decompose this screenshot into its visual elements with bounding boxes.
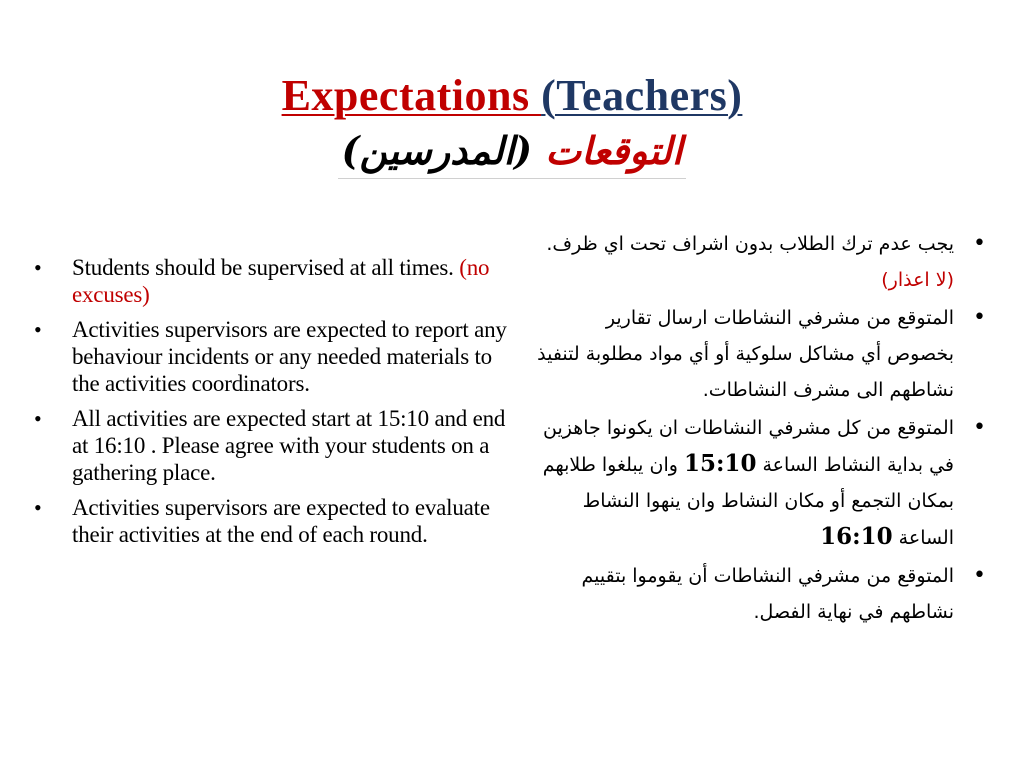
bullet-icon: • [34, 406, 42, 431]
english-column [32, 254, 520, 556]
title-expectations: Expectations [281, 71, 542, 120]
bullet-text: المتوقع من مشرفي النشاطات أن يقوموا بتقييم نشاطهم في نهاية الفصل. [581, 565, 954, 623]
english-bullet-supervision [32, 254, 520, 308]
end-time: 16:10 [820, 523, 893, 550]
arabic-bullet-evaluation [534, 558, 994, 630]
bullet-icon: • [973, 415, 986, 440]
english-bullet-timing [32, 405, 520, 486]
bullet-text: يجب عدم ترك الطلاب بدون اشراف تحت اي ظرف. [546, 233, 954, 255]
bullet-icon: • [34, 255, 42, 280]
title-block [0, 70, 1024, 179]
bullet-text: المتوقع من مشرفي النشاطات ارسال تقارير بخصوص أي مشاكل سلوكية أو أي مواد مطلوبة لتنفيذ نشاطهم الى مشرف النشاطات. [537, 307, 954, 401]
title-arabic-teachers: (المدرسين) [341, 128, 546, 173]
bullet-text: Activities supervisors are expected to evaluate their activities at the end of each round. [72, 495, 490, 547]
title-teachers: (Teachers) [541, 71, 743, 120]
arabic-bullet-list [534, 226, 994, 630]
bullet-text: Activities supervisors are expected to report any behaviour incidents or any needed materials to the activities coordinators. [72, 317, 507, 396]
arabic-bullet-timing [534, 410, 994, 556]
bullet-icon: • [973, 563, 986, 588]
bullet-text: All activities are expected start at 15:10 and end at 16:10 . Please agree with your students on a gathering place. [72, 406, 506, 485]
bullet-icon: • [34, 317, 42, 342]
bullet-highlight: (لا اعذار) [881, 269, 954, 291]
bullet-text-continued: وان يبلغوا طلابهم بمكان التجمع أو مكان النشاط وان ينهوا النشاط الساعة [542, 454, 954, 549]
bullet-icon: • [34, 495, 42, 520]
arabic-column [534, 226, 994, 632]
title-english [0, 70, 1024, 122]
english-bullet-reporting [32, 316, 520, 397]
bullet-text: المتوقع من كل مشرفي النشاطات ان يكونوا جاهزين في بداية النشاط الساعة [542, 417, 954, 476]
english-bullet-list [32, 254, 520, 548]
bullet-icon: • [973, 305, 986, 330]
bullet-text: Students should be supervised at all times. [72, 255, 460, 280]
bullet-highlight: (no excuses) [72, 255, 490, 307]
start-time: 15:10 [683, 450, 757, 477]
arabic-bullet-reporting [534, 300, 994, 408]
bullet-icon: • [973, 231, 986, 256]
title-arabic [338, 126, 687, 179]
arabic-bullet-supervision [534, 226, 994, 298]
title-arabic-expectations: التوقعات [545, 128, 683, 173]
english-bullet-evaluation [32, 494, 520, 548]
